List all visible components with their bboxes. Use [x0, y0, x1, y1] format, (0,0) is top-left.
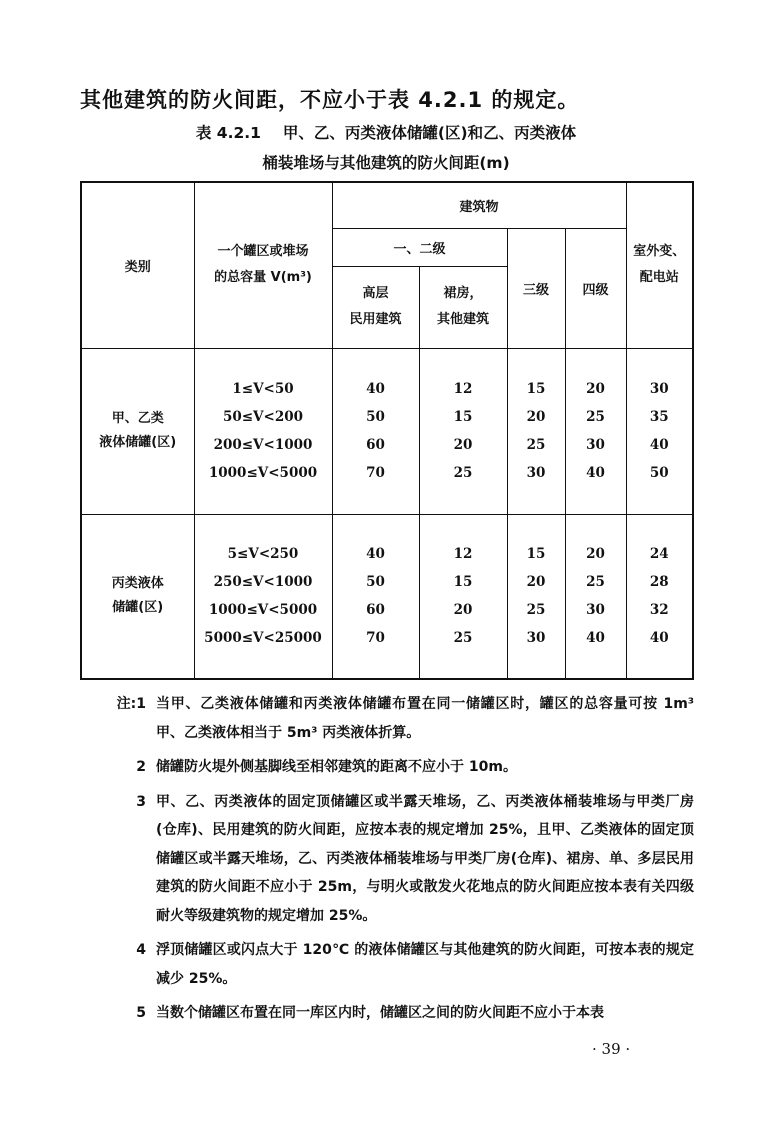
distance-value: 32	[649, 602, 669, 619]
header-highrise-line2: 民用建筑	[349, 312, 402, 327]
header-substation-line2: 配电站	[639, 270, 679, 286]
header-grade4: 四级	[565, 228, 626, 348]
fire-distance-table	[80, 181, 694, 680]
table-caption-line2: 桶装堆场与其他建筑的防火间距(m)	[262, 154, 510, 172]
distance-value: 25	[586, 574, 605, 591]
distance-value: 40	[366, 381, 385, 397]
table-row-group-1	[81, 348, 693, 514]
header-substation-line1: 室外变、	[633, 244, 686, 260]
grade4-values-cell	[565, 348, 626, 514]
note-item	[90, 753, 694, 782]
distance-value: 20	[586, 546, 605, 563]
note-item	[90, 999, 694, 1028]
header-highrise	[332, 266, 419, 348]
distance-value: 15	[453, 574, 473, 591]
category-cell	[81, 514, 194, 679]
distance-value: 25	[526, 437, 546, 453]
category-line2: 储罐(区)	[112, 600, 164, 616]
distance-value: 40	[366, 546, 385, 563]
distance-value: 20	[586, 381, 605, 397]
distance-value: 12	[453, 381, 473, 397]
note-number: 2	[136, 759, 146, 775]
distance-value: 70	[366, 465, 385, 481]
distance-value: 50	[649, 465, 669, 481]
capacity-range-cell	[194, 514, 332, 679]
substation-values-cell	[626, 514, 693, 679]
note-text: 浮顶储罐区或闪点大于 120℃ 的液体储罐区与其他建筑的防火间距，可按本表的规定减少 25%。	[156, 942, 694, 987]
capacity-range: 1000≤V<5000	[208, 602, 318, 619]
distance-value: 35	[649, 409, 669, 425]
category-line1: 甲、乙类	[111, 411, 164, 426]
note-number: 5	[136, 1005, 146, 1021]
distance-value: 25	[586, 409, 605, 425]
grade4-values-cell	[565, 514, 626, 679]
podium-values-cell	[419, 348, 507, 514]
note-item	[90, 936, 694, 993]
header-grade3: 三级	[507, 228, 565, 348]
distance-value: 20	[453, 602, 473, 619]
distance-value: 20	[526, 409, 546, 425]
category-line1: 丙类液体	[111, 576, 164, 592]
note-item	[90, 690, 694, 747]
category-cell	[81, 348, 194, 514]
capacity-range: 1≤V<50	[232, 381, 294, 397]
header-substation	[626, 182, 693, 348]
table-row-group-2	[81, 514, 693, 679]
distance-value: 40	[649, 437, 669, 453]
highrise-values-cell	[332, 514, 419, 679]
capacity-range: 200≤V<1000	[213, 437, 313, 453]
distance-value: 30	[586, 437, 605, 453]
header-capacity-line1: 一个罐区或堆场	[217, 244, 309, 260]
intro-paragraph: 其他建筑的防火间距，不应小于表 4.2.1 的规定。	[80, 88, 580, 112]
distance-value: 30	[526, 465, 546, 481]
substation-values-cell	[626, 348, 693, 514]
note-text: 储罐防火堤外侧基脚线至相邻建筑的距离不应小于 10m。	[156, 759, 517, 775]
distance-value: 70	[366, 630, 385, 647]
header-capacity-line2: 的总容量 V(m³)	[214, 270, 312, 286]
grade3-values-cell	[507, 514, 565, 679]
table-caption-line1	[80, 121, 692, 143]
distance-value: 20	[526, 574, 546, 591]
capacity-range: 50≤V<200	[222, 409, 304, 425]
distance-value: 20	[453, 437, 473, 453]
header-grade12: 一、二级	[332, 228, 507, 266]
distance-value: 40	[649, 630, 669, 647]
header-podium-line2: 其他建筑	[436, 312, 489, 327]
distance-value: 40	[586, 630, 605, 647]
podium-values-cell	[419, 514, 507, 679]
note-text: 当甲、乙类液体储罐和丙类液体储罐布置在同一储罐区时，罐区的总容量可按 1m³ 甲、乙类液体相当于 5m³ 丙类液体折算。	[156, 696, 694, 741]
capacity-range: 1000≤V<5000	[208, 465, 318, 481]
table-title-line1: 甲、乙、丙类液体储罐(区)和乙、丙类液体	[282, 124, 577, 142]
highrise-values-cell	[332, 348, 419, 514]
note-number: 4	[136, 942, 146, 958]
distance-value: 50	[366, 409, 385, 425]
note-number: 注:1	[116, 696, 146, 712]
category-line2: 液体储罐(区)	[99, 435, 177, 450]
distance-value: 15	[453, 409, 473, 425]
header-category: 类别	[81, 182, 194, 348]
distance-value: 15	[526, 381, 546, 397]
capacity-range: 5≤V<250	[227, 546, 299, 563]
table-number: 表 4.2.1	[195, 124, 261, 142]
note-item	[90, 788, 694, 931]
distance-value: 50	[366, 574, 385, 591]
capacity-range: 5000≤V<25000	[204, 630, 322, 647]
capacity-range: 250≤V<1000	[213, 574, 313, 591]
capacity-range-cell	[194, 348, 332, 514]
distance-value: 30	[649, 381, 669, 397]
distance-value: 25	[453, 465, 473, 481]
header-building: 建筑物	[332, 182, 626, 228]
note-number: 3	[136, 793, 146, 810]
header-podium	[419, 266, 507, 348]
note-text: 当数个储罐区布置在同一库区内时，储罐区之间的防火间距不应小于本表	[156, 1005, 604, 1021]
distance-value: 25	[453, 630, 473, 647]
grade3-values-cell	[507, 348, 565, 514]
table-notes	[90, 690, 694, 1034]
header-highrise-line1: 高层	[362, 286, 389, 301]
distance-value: 28	[649, 574, 669, 591]
distance-value: 12	[453, 546, 473, 563]
distance-value: 40	[586, 465, 605, 481]
distance-value: 30	[526, 630, 546, 647]
distance-value: 60	[366, 602, 385, 619]
distance-value: 60	[366, 437, 385, 453]
distance-value: 15	[526, 546, 546, 563]
header-capacity	[194, 182, 332, 348]
distance-value: 24	[649, 546, 669, 563]
header-podium-line1: 裙房，	[443, 286, 483, 301]
page-number: · 39 ·	[592, 1040, 631, 1058]
distance-value: 30	[586, 602, 605, 619]
note-text: 甲、乙、丙类液体的固定顶储罐区或半露天堆场，乙、丙类液体桶装堆场与甲类厂房(仓库)、民用建筑的防火间距，应按本表的规定增加 25%，且甲、乙类液体的固定顶储罐区或半露天堆场，乙、丙类液体桶装堆场与甲类厂房(仓库)、裙房、单、多层民用建筑的防火间距不应小于 25m，与明火或散发火花地点的防火间距应按本表有关四级耐火等级建筑物的规定增加 25%。	[156, 793, 694, 924]
distance-value: 25	[526, 602, 546, 619]
